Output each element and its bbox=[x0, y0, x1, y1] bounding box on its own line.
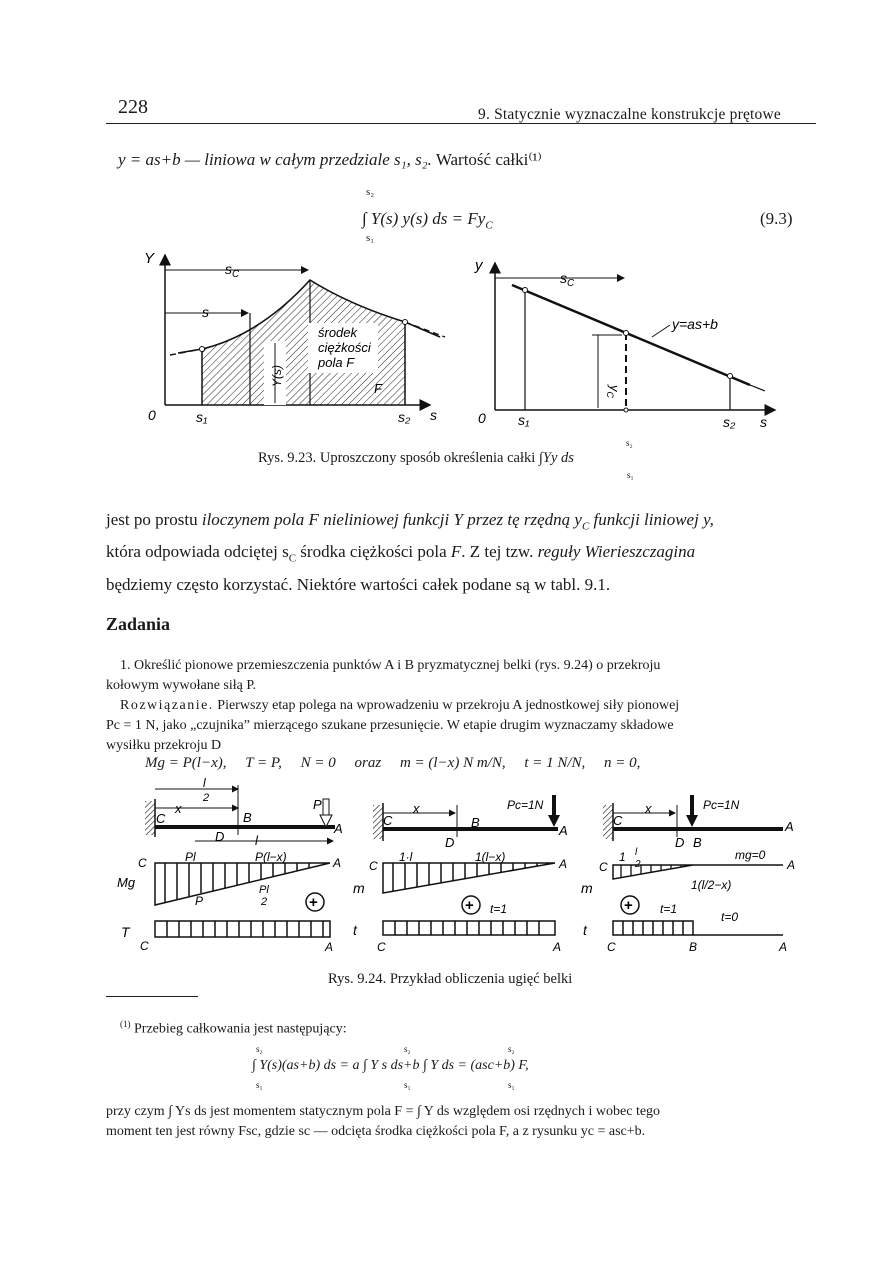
figure-9-24 bbox=[115, 775, 805, 960]
p2-plus: + bbox=[465, 897, 474, 914]
right-yc-label: $y_C$ bbox=[605, 385, 622, 398]
caption-9-23-text: Rys. 9.23. Uproszczony sposób określenia całki bbox=[258, 450, 536, 466]
centroid-label-1: środek bbox=[318, 325, 358, 340]
p3-l-frac-n: l bbox=[635, 847, 638, 858]
p1-A: A bbox=[334, 821, 343, 836]
p3-force-arrow bbox=[686, 815, 698, 827]
footnote-intro: $^{(1)}$ Przebieg całkowania jest następujący: bbox=[120, 1019, 347, 1037]
p1-pl2-num: Pl bbox=[259, 884, 269, 896]
p2-m-C: C bbox=[369, 859, 378, 873]
caption-9-23 bbox=[258, 450, 574, 467]
p1-l: l bbox=[203, 776, 206, 790]
p3-beam bbox=[613, 827, 783, 831]
task1-line1: 1. Określić pionowe przemieszczenia punktów A i B pryzmatycznej belki (rys. 9.24) o przekroju bbox=[120, 658, 661, 673]
p1-pl2-den: 2 bbox=[261, 896, 268, 908]
p1-l2: 2 bbox=[203, 792, 210, 804]
footnote-rule bbox=[106, 996, 198, 997]
p3-B: B bbox=[693, 835, 702, 850]
p1-wall bbox=[145, 801, 155, 835]
p1-mg-shape bbox=[155, 863, 330, 905]
formula-line: Mg = P(l−x), T = P, N = 0 oraz m = (l−x) N m/N, t = 1 N/N, n = 0, bbox=[145, 755, 641, 771]
caption-9-24: Rys. 9.24. Przykład obliczenia ugięć belki bbox=[328, 971, 573, 987]
section-heading-zadania: Zadania bbox=[106, 614, 171, 634]
p2-m: m bbox=[353, 880, 365, 896]
eq-upper-limit: s₂ bbox=[366, 186, 375, 198]
p2-t: t bbox=[353, 922, 357, 938]
running-title: 9. Statycznie wyznaczalne konstrukcje prętowe bbox=[478, 106, 781, 123]
task1-line2: kołowym wywołane siłą P. bbox=[106, 678, 257, 693]
p2-wall bbox=[373, 805, 383, 839]
p3-Pc: Pc=1N bbox=[703, 798, 740, 812]
eq-9-3-sub: C bbox=[485, 219, 493, 232]
p1-beam bbox=[155, 825, 335, 829]
p2-t-A: A bbox=[553, 940, 562, 954]
left-y-label: Y bbox=[144, 250, 155, 267]
p1-Pl: Pl bbox=[185, 850, 196, 864]
left-point-s1 bbox=[200, 347, 205, 352]
p3-x: x bbox=[645, 801, 652, 816]
p2-t-C: C bbox=[377, 940, 386, 954]
intro-italic: y = as+b — liniowa w całym przedziale s₁, s₂. bbox=[118, 150, 432, 169]
solution-line3: wysiłku przekroju D bbox=[106, 738, 222, 753]
right-point-base bbox=[624, 408, 628, 412]
p3-m: m bbox=[581, 880, 593, 896]
left-s-label: s bbox=[202, 304, 209, 320]
p2-D: D bbox=[445, 835, 455, 850]
left-diagram bbox=[144, 250, 445, 425]
panel-1 bbox=[117, 776, 343, 954]
panel-3 bbox=[581, 795, 795, 954]
para1-line3: będziemy często korzystać. Niektóre wartości całek podane są w tabl. 9.1. bbox=[106, 574, 611, 594]
right-diagram bbox=[474, 257, 775, 430]
eq-9-3-text: ∫ Y(s) y(s) ds = Fy bbox=[362, 209, 486, 228]
left-s1: s₁ bbox=[196, 409, 208, 425]
p3-wall bbox=[603, 805, 613, 839]
footnote-line2: moment ten jest równy Fsc, gdzie sc — odcięta środka ciężkości pola F, a z rysunku yc = asc+b. bbox=[106, 1124, 646, 1139]
p2-1lx: 1(l−x) bbox=[475, 850, 506, 864]
centroid-label-3: pola F bbox=[318, 355, 355, 370]
p3-1l2: 1 bbox=[619, 850, 626, 864]
fn-l3: s₁ bbox=[508, 1080, 515, 1090]
right-origin: 0 bbox=[478, 410, 486, 426]
para1-line1: jest po prostu iloczynem pola F nieliniowej funkcji Y przez tę rzędną $y_C$ funkcji liniowej y, bbox=[106, 510, 714, 533]
left-point-s2 bbox=[403, 320, 408, 325]
p3-A: A bbox=[785, 819, 794, 834]
fn-l2: s₁ bbox=[404, 1080, 411, 1090]
p1-C: C bbox=[156, 811, 166, 826]
solution-line2: Pc = 1 N, jako „czujnika” mierzącego szukane przesunięcie. W etapie drugim wyznaczamy składowe bbox=[106, 718, 674, 733]
footnote-line1: przy czym ∫ Ys ds jest momentem statycznym pola F = ∫ Y ds względem osi rzędnych i wobec tego bbox=[106, 1104, 661, 1119]
header-rule bbox=[106, 123, 816, 124]
right-sc-label: $s_C$ bbox=[560, 270, 575, 289]
figure-9-23 bbox=[140, 245, 780, 430]
fn-u1: s₂ bbox=[256, 1044, 263, 1054]
eq-lower-limit: s₁ bbox=[366, 232, 375, 244]
p2-m-shape bbox=[383, 863, 555, 893]
right-s1: s₁ bbox=[518, 412, 530, 428]
p2-t-hatch bbox=[395, 921, 539, 935]
intro-normal: Wartość całki⁽¹⁾ bbox=[435, 150, 542, 169]
p3-t-hatch bbox=[623, 921, 683, 935]
p1-T-C: C bbox=[140, 939, 149, 953]
p1-Plx: P(l−x) bbox=[255, 850, 287, 864]
p1-l-beam: l bbox=[255, 833, 258, 848]
p2-Pc: Pc=1N bbox=[507, 798, 544, 812]
p3-t-A: A bbox=[779, 940, 788, 954]
p3-t: t bbox=[583, 922, 587, 938]
p1-P-small: P bbox=[195, 894, 204, 908]
p2-x: x bbox=[413, 801, 420, 816]
eq-9-3-body bbox=[362, 206, 493, 238]
right-s-axis-label: s bbox=[760, 414, 767, 430]
solution-line1: Rozwiązanie. Pierwszy etap polega na wprowadzeniu w przekroju A jednostkowej siły pionowej bbox=[120, 698, 680, 713]
p1-T-A: A bbox=[325, 940, 334, 954]
p1-T: T bbox=[121, 924, 130, 940]
p2-t-rect bbox=[383, 921, 555, 935]
p3-m-C: C bbox=[599, 860, 608, 874]
left-sc-label: $s_C$ bbox=[225, 261, 240, 280]
p2-B: B bbox=[471, 815, 480, 830]
right-y-label: y bbox=[475, 257, 483, 274]
p1-T-hatch bbox=[167, 921, 323, 937]
page-number: 228 bbox=[118, 96, 148, 118]
p3-t1: t=1 bbox=[660, 902, 678, 916]
p3-half: 1(l/2−x) bbox=[691, 878, 732, 892]
p1-mg-hatch bbox=[165, 863, 309, 902]
p3-D: D bbox=[675, 835, 685, 850]
p1-D: D bbox=[215, 829, 225, 844]
fn-u2: s₂ bbox=[404, 1044, 411, 1054]
p3-t-B: B bbox=[689, 940, 698, 954]
left-s-axis-label: s bbox=[430, 407, 437, 423]
p2-1l: 1·l bbox=[399, 850, 413, 864]
right-point-c bbox=[624, 331, 629, 336]
left-s2: s₂ bbox=[398, 409, 411, 425]
right-s2: s₂ bbox=[723, 414, 736, 430]
p2-A: A bbox=[559, 823, 568, 838]
left-ys-label: Y(s) bbox=[270, 365, 284, 387]
cap-lower: s₁ bbox=[627, 470, 634, 480]
fn-l1: s₁ bbox=[256, 1080, 263, 1090]
p3-C: C bbox=[613, 813, 623, 828]
p1-B: B bbox=[243, 810, 252, 825]
p3-t-C: C bbox=[607, 940, 616, 954]
paragraph-1 bbox=[106, 507, 818, 597]
p1-x: x bbox=[175, 801, 182, 816]
p3-mg0: mg=0 bbox=[735, 848, 766, 862]
task-1 bbox=[106, 656, 818, 756]
centroid-label-2: ciężkości bbox=[318, 340, 371, 355]
cap-upper: s₂ bbox=[626, 438, 633, 448]
p2-C: C bbox=[383, 813, 393, 828]
p2-m-A: A bbox=[559, 857, 568, 871]
footnote-equation: ∫ Y(s)(as+b) ds = a ∫ Y s ds+b ∫ Y ds = (asc+b) F, bbox=[252, 1058, 529, 1073]
line-y-tail bbox=[750, 385, 765, 391]
p2-t1: t=1 bbox=[490, 902, 508, 916]
line-y bbox=[512, 285, 750, 385]
p1-P: P bbox=[313, 797, 322, 812]
p1-plus: + bbox=[309, 894, 318, 911]
panel-2 bbox=[353, 795, 568, 954]
p3-l-frac-d: 2 bbox=[635, 859, 641, 870]
right-point-s1 bbox=[523, 288, 528, 293]
fn-u3: s₂ bbox=[508, 1044, 515, 1054]
p1-Mg: Mg bbox=[117, 875, 136, 890]
p1-mg-A: A bbox=[333, 856, 342, 870]
caption-9-23-int: ∫Yy ds bbox=[538, 450, 574, 466]
left-F-label: F bbox=[374, 381, 382, 396]
para1-line2: która odpowiada odciętej $s_C$ środka ciężkości pola F. Z tej tzw. reguły Wierieszczagina bbox=[106, 542, 696, 565]
p1-mg-C: C bbox=[138, 856, 147, 870]
right-point-s2 bbox=[728, 374, 733, 379]
line-label-leader bbox=[652, 325, 670, 337]
footnote-lines bbox=[106, 1102, 818, 1142]
p3-plus: + bbox=[624, 897, 633, 914]
intro-line bbox=[118, 147, 542, 172]
eq-9-3-number: (9.3) bbox=[760, 209, 793, 228]
p1-T-rect bbox=[155, 921, 330, 937]
p3-m-shape bbox=[613, 865, 693, 879]
left-origin: 0 bbox=[148, 407, 156, 423]
p3-m-A: A bbox=[787, 858, 796, 872]
p3-t0: t=0 bbox=[721, 910, 739, 924]
right-line-label: y=as+b bbox=[672, 316, 718, 332]
